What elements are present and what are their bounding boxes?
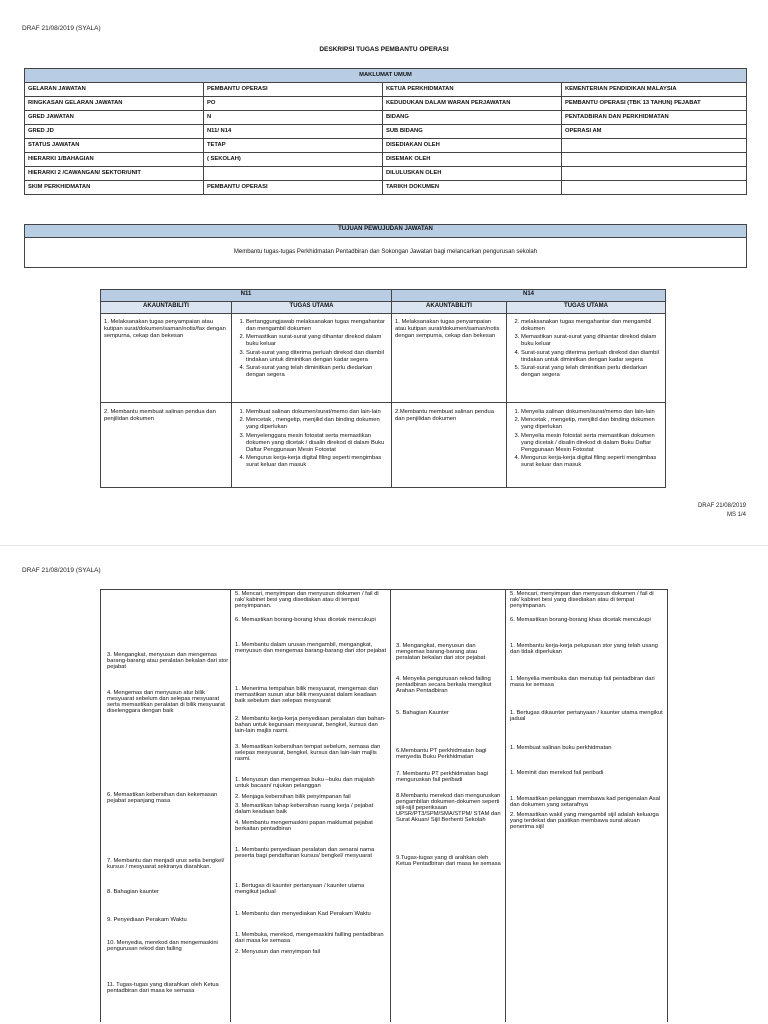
maklumat-umum-table [24,68,747,195]
n11-akauntabiliti: 4. Mengemas dan menyusun atur bilik mesyuarat sebelum dan selepas mesyuarat serta memastikan peralatan di bilik mesyuarat diselenggara dengan baik [107,690,225,714]
list-item: 2. melaksanakan tugas mengahantar dan mengambil dokumen [521,319,662,333]
info-label: TARIKH DOKUMEN [383,181,562,195]
list-item: 4. Mengurus kerja-kerja digital filing seperti mengimbas surat keluar dan masuk [521,455,662,469]
n14-tugas-list [510,409,662,469]
col-tugas-utama: TUGAS UTAMA [232,302,392,314]
tujuan-table [24,224,747,268]
info-row [25,125,747,139]
n11-akauntabiliti: 10. Menyedia, merekod dan mengemaskini pengurusan rekod dan failing [107,940,218,952]
col-akauntabiliti: AKAUNTABILITI [101,302,232,314]
n11-tugas-item: 5. Mencari, menyimpan dan menyusun dokumen / fail di rak/ kabinet besi yang disediakan atau di tempat penyimpanan. [235,591,379,609]
n11-tugas-item: 3. Memastikan tahap kebersihan ruang kerja / pejabat dalam keadaan baik [235,803,374,815]
info-row [25,167,747,181]
n14-tugas-item: 1. Bertugas dikaunter pertanyaan / kaunter utama mengikut jadual [510,710,663,722]
n14-tugas-list [510,319,662,379]
n11-akauntabiliti: 11. Tugas-tugas yang diarahkan oleh Ketua pentadbiran dari masa ke semasa [107,982,219,994]
list-item: 1. Menyelia salinan dokumen/surat/memo dan lain-lain [521,409,662,416]
info-label: DILULUSKAN OLEH [383,167,562,181]
info-label: DISEMAK OLEH [383,153,562,167]
info-value [562,153,747,167]
list-item: 2. Mencetak , mengetip, menjilid dan binding dokumen yang diperlukan [246,417,388,431]
n14-akauntabiliti: 3. Mengangkat, menyusun dan mengemas barang-barang atau peralatan bekalan dari stor pejabat [396,643,486,661]
column-divider [505,590,506,1022]
info-label: SKIM PERKHIDMATAN [25,181,204,195]
n14-akauntabiliti: 9.Tugas-tugas yang di arahkan oleh Ketua Pentadbiran dari masa ke semasa [396,855,501,867]
list-item: 4. Surat-surat yang telah diminitkan perlu diedarkan dengan segera [246,365,388,379]
n11-tugas-item: 1. Menerima tempahan bilik mesyuarat, mengemas dan memastikan susun atur bilik mesyuarat dalam keadaan baik sebelum dan selepas mesyuarat [235,686,379,704]
n11-tugas-item: 4. Membantu mengemaskini papan maklumat pejabat berkaitan pentadbiran [235,820,373,832]
n11-tugas-item: 2. Menjaga kebersihan bilik penyimpanan fail [235,794,351,800]
n14-tugas-item: 1. Meminit dan merekod fail peribadi [510,770,604,776]
grade-n11-header: N11 [101,290,392,302]
accountability-table-page2 [100,589,668,1022]
info-value: PEMBANTU OPERASI [204,181,383,195]
n11-tugas-item: 1. Menyusun dan mengemas buku –buku dan majalah untuk bacaan/ rujukan pelanggan [235,777,375,789]
info-value [562,167,747,181]
n11-akauntabiliti: 1. Melaksanakan tugas penyampaian atau kutipan surat/dokumen/saman/notis/fax dengan sempurna, cekap dan bekesan [101,314,232,403]
info-value: N11/ N14 [204,125,383,139]
info-value: PENTADBIRAN DAN PERKHIDMATAN [562,111,747,125]
maklumat-header: MAKLUMAT UMUM [25,69,747,83]
info-row [25,97,747,111]
info-value: OPERASI AM [562,125,747,139]
n14-akauntabiliti: 2.Membantu membuat salinan pendua dan penjilidan dokumen [392,403,507,488]
list-item: 3. Menyelenggara mesin fotostat serta memastikan dokumen yang dicetak / disalin direkod di dalam Buku Daftar Penggunaan Mesin Fotostat [246,433,388,454]
n11-akauntabiliti: 9. Penyediaan Perakam Waktu [107,917,187,923]
column-divider [230,590,231,1022]
n11-akauntabiliti: 3. Mengangkat, menyusun dan mengemas barang-barang atau peralatan bekalan dari stor pejabat [107,652,229,670]
info-label: SUB BIDANG [383,125,562,139]
n14-tugas-item: 2. Memastikan wakil yang mengambil sijil adalah keluarga yang terdekat dan pastikan membawa surat akuan penerima sijil [510,812,659,830]
n14-akauntabiliti: 5. Bahagian Kaunter [396,710,449,716]
page-separator [0,545,768,546]
info-value: PEMBANTU OPERASI (TBK 13 TAHUN) PEJABAT [562,97,747,111]
info-label: KETUA PERKHIDMATAN [383,83,562,97]
n11-tugas-item: 6. Memastikan borang-borang khas dicetak mencukupi [235,617,376,623]
list-item: 3. Surat-surat yang diterima perluah direkod dan diambil tindakan untuk diminitkan dengan kadar segera [246,350,388,364]
list-item: 3. Menyelia mesin fotostat serta memastikan dokumen yang dicetak / disalin direkod di dalam Buku Daftar Penggunaan Mesin Fotostat [521,433,662,454]
n14-tugas-item: 1. Memastikan pelanggan membawa kad pengenalan Asal dan dokumen yang setarafnya [510,796,661,808]
info-label: BIDANG [383,111,562,125]
n11-akauntabiliti: 2. Membantu membuat salinan pendua dan penjilidan dokumen [101,403,232,488]
info-row [25,153,747,167]
page-title: DESKRIPSI TUGAS PEMBANTU OPERASI [319,46,449,53]
info-value: TETAP [204,139,383,153]
info-value: KEMENTERIAN PENDIDIKAN MALAYSIA [562,83,747,97]
info-label: DISEDIAKAN OLEH [383,139,562,153]
n11-tugas-item: 2. Menyusun dan menyimpan fail [235,949,321,955]
info-row [25,111,747,125]
list-item: 2. Mencetak , mengetip, menjilid dan binding dokumen yang diperlukan [521,417,662,431]
n11-tugas-list [235,319,388,379]
list-item: 1. Membuat salinan dokumen/surat/memo dan lain-lain [246,409,388,416]
info-label: STATUS JAWATAN [25,139,204,153]
n11-tugas-item: 1. Membantu penyediaan peralatan dan senarai nama peserta bagi pendaftaran kursus/ bengkel/ mesyuarat [235,847,375,859]
info-value [562,181,747,195]
tujuan-text: Membantu tugas-tugas Perkhidmatan Pentadbiran dan Sokongan Jawatan bagi melancarkan pengurusan sekolah [25,238,747,268]
n14-akauntabiliti: 6.Membantu PT perkhidmatan bagi menyedia Buku Perkhidmatan [396,748,487,760]
n11-tugas-item: 1. Membantu dan menyediakan Kad Perakam Waktu [235,911,371,917]
info-value: PEMBANTU OPERASI [204,83,383,97]
col-akauntabiliti: AKAUNTABILITI [392,302,507,314]
n11-tugas-item: 3. Memastikan kebersihan tempat sebelum, semasa dan selepas mesyuarat, bengkel, kursus dan lain-lain majlis rasmi. [235,744,381,762]
info-value [562,139,747,153]
n14-akauntabiliti: 4. Menyelia pengurusan rekod failing pentadbiran secara berkala mengikut Arahan Pentadbiran [396,676,492,694]
n11-tugas-list [235,409,388,469]
list-item: 4. Surat-surat yang diterima perluah direkod dan diambil tindakan untuk diminitkan dengan kadar segera [521,350,662,364]
list-item: 1. Bertanggungjawab melaksanakan tugas mengahantar dan mengambil dokumen [246,319,388,333]
tujuan-header: TUJUAN PEWUJUDAN JAWATAN [25,225,747,238]
info-label: KEDUDUKAN DALAM WARAN PERJAWATAN [383,97,562,111]
footer-draft: DRAF 21/08/2019 [697,503,746,509]
n11-tugas-item: 1. Membuka, merekod, mengemaskini failling pentadbiran dari masa ke semasa [235,932,384,944]
table-row [101,403,666,488]
column-divider [390,590,391,1022]
n11-tugas-item: 1. Membantu dalam urusan mengambil, mengangkat, menyusun dan mengemas barang-barang dari stor pejabat [235,642,387,654]
list-item: 4. Mengurus kerja-kerja digital filing seperti mengimbas surat keluar dan masuk [246,455,388,469]
info-label: RINGKASAN GELARAN JAWATAN [25,97,204,111]
n14-akauntabiliti: 7. Membantu PT perkhidmatan bagi menguruskan fail peribadi [396,771,489,783]
n11-akauntabiliti: 7. Membantu dan menjadi urus setia bengkel/ kursus / mesyuarat sekiranya diarahkan. [107,858,225,870]
n11-tugas-item: 2. Membantu kerja-kerja penyediaan peralatan dan bahan-bahan untuk kegunaan mesyuarat, bengkel, kursus dan lain-lain majlis rasmi. [235,716,386,734]
n14-akauntabiliti: 8.Membantu merekod dan menguruskan pengambilan dokumen-dokumen seperti sijil-sijil peperiksaan UPSR/PT3/SPM/SMA/STPM/ STAM dan Surat Akuan/ Sijil Berhenti Sekolah [396,793,501,823]
info-value: N [204,111,383,125]
table-row [101,314,666,403]
n11-tugas-item: 1. Bertugas di kaunter pertanyaan / kaunter utama mengikut jadual [235,883,365,895]
n14-tugas-item: 1. Menyelia membuka dan menutup fail pentadbiran dari masa ke semasa [510,676,655,688]
list-item: 5. Surat-surat yang telah diminitkan perlu diedarkan dengan segera [521,365,662,379]
n14-tugas-item: 1. Membuat salinan buku perkhidmatan [510,745,612,751]
info-value: PO [204,97,383,111]
n11-akauntabiliti: 6. Memastikan kebersihan dan kekemasan pejabat sepanjang masa [107,792,218,804]
info-label: HIERARKI 1/BAHAGIAN [25,153,204,167]
n11-akauntabiliti: 8. Bahagian kaunter [107,889,159,895]
footer-page-number: MS 1/4 [726,512,746,518]
draft-header: DRAF 21/08/2019 (SYALA) [22,25,101,32]
grade-n14-header: N14 [392,290,666,302]
info-value [204,167,383,181]
n14-tugas-item: 6. Memastikan borang-borang khas dicetak mencukupi [510,617,651,623]
info-value: ( SEKOLAH) [204,153,383,167]
info-label: GELARAN JAWATAN [25,83,204,97]
list-item: 2. Memastikan surat-surat yang dihantar direkod dalam buku keluar [246,334,388,348]
draft-header: DRAF 21/08/2019 (SYALA) [22,567,101,574]
list-item: 3. Memastikan surat-surat yang dihantar direkod dalam buku keluar [521,334,662,348]
n14-tugas-item: 5. Mencari, menyimpan dan menyusun dokumen / fail di rak/ kabinet besi yang disediakan atau di tempat penyimpanan. [510,591,654,609]
accountability-table-page1 [100,289,666,488]
info-label: HIERARKI 2 /CAWANGAN/ SEKTOR/UNIT [25,167,204,181]
info-row [25,83,747,97]
info-row [25,139,747,153]
n14-akauntabiliti: 1. Melaksanakan tugas penyampaian atau kutipan surat/dokumen/saman/notis dengan sempurna, cekap dan bekesan [392,314,507,403]
info-row [25,181,747,195]
n14-tugas-item: 1. Membantu kerja-kerja pelupusan stor yang telah usang dan tidak diperlukan [510,643,658,655]
info-label: GRED JAWATAN [25,111,204,125]
col-tugas-utama: TUGAS UTAMA [507,302,666,314]
info-label: GRED JD [25,125,204,139]
